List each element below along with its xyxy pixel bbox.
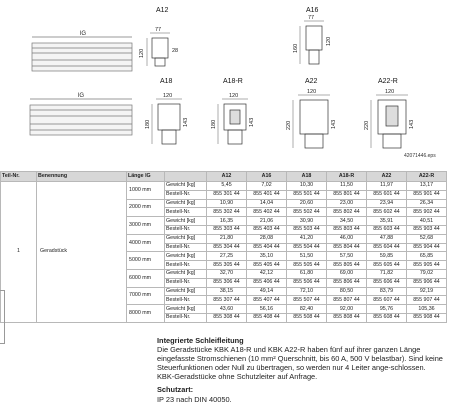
cell-order: 855 806 44 xyxy=(327,278,367,287)
cell-row-label: Bestell-Nr. xyxy=(165,278,207,287)
cell-order: 855 606 44 xyxy=(367,278,407,287)
cell-row-label: Gewicht [kg] xyxy=(165,252,207,261)
rail-length-label-a12: lG xyxy=(80,31,86,37)
cell-weight: 35,10 xyxy=(247,252,287,261)
cell-weight: 105,36 xyxy=(407,305,447,314)
cell-order: 855 802 44 xyxy=(327,208,367,217)
rail-side-view-a12 xyxy=(32,37,132,71)
cell-order: 855 603 44 xyxy=(367,225,407,234)
notes-protective-conductor-text: KBK-Geradstücke ohne Schutzleiter auf Anfrage. xyxy=(157,372,318,382)
cell-order: 855 408 44 xyxy=(247,313,287,322)
cell-row-label: Bestell-Nr. xyxy=(165,243,207,252)
cell-weight: 34,50 xyxy=(327,217,367,226)
cell-row-label: Gewicht [kg] xyxy=(165,234,207,243)
cell-weight: 30,90 xyxy=(287,217,327,226)
cell-weight: 46,00 xyxy=(327,234,367,243)
cell-order: 855 608 44 xyxy=(367,313,407,322)
cell-weight: 71,82 xyxy=(367,269,407,278)
dim-a18-width: 120 xyxy=(163,93,173,99)
cross-section-a18 xyxy=(152,99,182,144)
cell-weight: 57,50 xyxy=(327,252,367,261)
cell-weight: 79,02 xyxy=(407,269,447,278)
cell-weight: 40,51 xyxy=(407,217,447,226)
cell-weight: 56,16 xyxy=(247,305,287,314)
cell-weight: 23,94 xyxy=(367,199,407,208)
cell-order: 855 302 44 xyxy=(207,208,247,217)
cell-weight: 95,76 xyxy=(367,305,407,314)
cell-order: 855 906 44 xyxy=(407,278,447,287)
figure-label-a22: A22 xyxy=(305,78,318,85)
cell-weight: 52,68 xyxy=(407,234,447,243)
table-row xyxy=(1,182,447,191)
cell-weight: 16,35 xyxy=(207,217,247,226)
cell-weight: 11,50 xyxy=(327,182,367,191)
cell-order: 855 503 44 xyxy=(287,225,327,234)
cell-order: 855 404 44 xyxy=(247,243,287,252)
cell-row-label: Gewicht [kg] xyxy=(165,182,207,191)
header-a18: A18 xyxy=(287,172,327,182)
product-table xyxy=(0,171,447,323)
cell-length: 6000 mm xyxy=(127,269,165,287)
cell-weight: 69,00 xyxy=(327,269,367,278)
cross-section-a22 xyxy=(293,95,330,148)
cell-weight: 92,00 xyxy=(327,305,367,314)
notes-heading-protection: Schutzart: xyxy=(157,385,194,395)
cell-row-label: Bestell-Nr. xyxy=(165,190,207,199)
dim-a18-inner: 143 xyxy=(183,117,189,127)
side-frame-mark xyxy=(0,290,5,344)
cross-section-a22r xyxy=(371,95,408,148)
dim-a12-width: 77 xyxy=(155,27,162,33)
dim-a22-width: 120 xyxy=(307,89,317,95)
cell-weight: 32,70 xyxy=(207,269,247,278)
cell-weight: 7,02 xyxy=(247,182,287,191)
cell-weight: 83,79 xyxy=(367,287,407,296)
dim-a16-width: 77 xyxy=(308,15,315,21)
cell-order: 855 506 44 xyxy=(287,278,327,287)
figure-label-a16: A16 xyxy=(306,7,319,14)
cell-length: 7000 mm xyxy=(127,287,165,305)
cell-length: 3000 mm xyxy=(127,217,165,235)
cell-weight: 21,80 xyxy=(207,234,247,243)
cell-order: 855 402 44 xyxy=(247,208,287,217)
dim-a18-height: 180 xyxy=(145,119,151,129)
cell-order: 855 502 44 xyxy=(287,208,327,217)
cell-part-no: 1 xyxy=(1,182,37,323)
dim-a22-inner: 143 xyxy=(331,119,337,129)
cell-row-label: Gewicht [kg] xyxy=(165,269,207,278)
cell-order: 855 305 44 xyxy=(207,261,247,270)
cell-weight: 35,91 xyxy=(367,217,407,226)
cell-weight: 13,17 xyxy=(407,182,447,191)
cross-section-a12 xyxy=(147,33,170,66)
cell-order: 855 306 44 xyxy=(207,278,247,287)
cell-order: 855 508 44 xyxy=(287,313,327,322)
cell-row-label: Bestell-Nr. xyxy=(165,225,207,234)
table-header-row xyxy=(1,172,447,182)
header-part-no: Teil-Nr. xyxy=(1,172,37,182)
cell-order: 855 301 44 xyxy=(207,190,247,199)
cell-weight: 42,12 xyxy=(247,269,287,278)
cell-weight: 92,19 xyxy=(407,287,447,296)
header-length: Länge lG xyxy=(127,172,165,182)
cell-weight: 47,88 xyxy=(367,234,407,243)
cross-section-a18r xyxy=(218,99,248,144)
cell-order: 855 303 44 xyxy=(207,225,247,234)
cell-weight: 82,40 xyxy=(287,305,327,314)
cell-order: 855 604 44 xyxy=(367,243,407,252)
cell-order: 855 601 44 xyxy=(367,190,407,199)
notes-section xyxy=(157,336,449,404)
cell-order: 855 904 44 xyxy=(407,243,447,252)
cell-order: 855 602 44 xyxy=(367,208,407,217)
dim-a12-height: 120 xyxy=(139,48,145,58)
cell-name: Geradstück xyxy=(37,182,127,323)
cell-order: 855 803 44 xyxy=(327,225,367,234)
cell-order: 855 804 44 xyxy=(327,243,367,252)
header-a18r: A18-R xyxy=(327,172,367,182)
figure-label-a18r: A18-R xyxy=(223,78,243,85)
cell-weight: 80,50 xyxy=(327,287,367,296)
cell-weight: 59,85 xyxy=(367,252,407,261)
dim-a22r-inner: 143 xyxy=(409,119,415,129)
dim-a16-inner: 120 xyxy=(326,36,332,46)
cell-weight: 49,14 xyxy=(247,287,287,296)
cell-length: 4000 mm xyxy=(127,234,165,252)
cell-order: 855 901 44 xyxy=(407,190,447,199)
cell-row-label: Gewicht [kg] xyxy=(165,199,207,208)
cell-weight: 5,45 xyxy=(207,182,247,191)
cell-order: 855 407 44 xyxy=(247,296,287,305)
header-a22r: A22-R xyxy=(407,172,447,182)
header-name: Benennung xyxy=(37,172,127,182)
cell-weight: 10,90 xyxy=(207,199,247,208)
drawing-reference-code: 42071446.eps xyxy=(404,153,436,159)
cell-order: 855 807 44 xyxy=(327,296,367,305)
cell-weight: 51,50 xyxy=(287,252,327,261)
cell-order: 855 805 44 xyxy=(327,261,367,270)
cell-order: 855 903 44 xyxy=(407,225,447,234)
dim-a18r-height: 180 xyxy=(211,119,217,129)
cell-order: 855 505 44 xyxy=(287,261,327,270)
header-a16: A16 xyxy=(247,172,287,182)
cell-length: 2000 mm xyxy=(127,199,165,217)
cell-length: 1000 mm xyxy=(127,182,165,200)
notes-protection-text: IP 23 nach DIN 40050. xyxy=(157,394,232,404)
cell-length: 8000 mm xyxy=(127,305,165,323)
cell-weight: 20,60 xyxy=(287,199,327,208)
cell-order: 855 507 44 xyxy=(287,296,327,305)
cell-row-label: Bestell-Nr. xyxy=(165,208,207,217)
technical-drawings xyxy=(0,0,450,168)
cell-weight: 23,00 xyxy=(327,199,367,208)
cell-row-label: Bestell-Nr. xyxy=(165,296,207,305)
cell-order: 855 605 44 xyxy=(367,261,407,270)
cell-order: 855 907 44 xyxy=(407,296,447,305)
cell-weight: 10,30 xyxy=(287,182,327,191)
figure-label-a18: A18 xyxy=(160,78,173,85)
cell-row-label: Bestell-Nr. xyxy=(165,313,207,322)
cell-weight: 72,10 xyxy=(287,287,327,296)
cell-order: 855 607 44 xyxy=(367,296,407,305)
table-body xyxy=(1,182,447,323)
cell-order: 855 406 44 xyxy=(247,278,287,287)
rail-side-view-a18 xyxy=(30,99,132,135)
cell-weight: 14,04 xyxy=(247,199,287,208)
dim-a22r-height: 220 xyxy=(364,120,370,130)
cell-weight: 38,15 xyxy=(207,287,247,296)
cell-order: 855 808 44 xyxy=(327,313,367,322)
cell-order: 855 304 44 xyxy=(207,243,247,252)
cell-weight: 26,34 xyxy=(407,199,447,208)
dim-a18r-inner: 143 xyxy=(249,117,255,127)
header-row-type xyxy=(165,172,207,182)
dim-a22r-width: 120 xyxy=(385,89,395,95)
cell-row-label: Gewicht [kg] xyxy=(165,217,207,226)
cell-order: 855 801 44 xyxy=(327,190,367,199)
cell-order: 855 902 44 xyxy=(407,208,447,217)
cell-weight: 27,25 xyxy=(207,252,247,261)
cell-weight: 41,20 xyxy=(287,234,327,243)
dim-a12-slot: 28 xyxy=(172,48,179,54)
cell-order: 855 504 44 xyxy=(287,243,327,252)
cell-weight: 11,97 xyxy=(367,182,407,191)
figure-label-a12: A12 xyxy=(156,7,169,14)
cell-order: 855 501 44 xyxy=(287,190,327,199)
notes-conductor-text: Die Geradstücke KBK A18-R und KBK A22-R haben fünf auf ihrer ganzen Länge eingefasste Stromschienen (10 mm² Querschnitt, bis 60 A, 500 V belastbar). Sind keine Steuerfunktionen oder Null zu übertragen, so werden nur 4 Leiter ange-schlossen. xyxy=(157,345,443,373)
cell-weight: 43,60 xyxy=(207,305,247,314)
cell-weight: 65,85 xyxy=(407,252,447,261)
header-a22: A22 xyxy=(367,172,407,182)
cell-weight: 28,08 xyxy=(247,234,287,243)
cell-order: 855 405 44 xyxy=(247,261,287,270)
cell-row-label: Bestell-Nr. xyxy=(165,261,207,270)
cell-order: 855 908 44 xyxy=(407,313,447,322)
cell-order: 855 307 44 xyxy=(207,296,247,305)
cell-row-label: Gewicht [kg] xyxy=(165,287,207,296)
header-a12: A12 xyxy=(207,172,247,182)
cell-order: 855 308 44 xyxy=(207,313,247,322)
cell-order: 855 401 44 xyxy=(247,190,287,199)
cross-section-a16 xyxy=(300,21,324,64)
cell-length: 5000 mm xyxy=(127,252,165,270)
cell-order: 855 905 44 xyxy=(407,261,447,270)
rail-length-label-a18: lG xyxy=(78,93,84,99)
dim-a22-height: 220 xyxy=(286,120,292,130)
notes-heading-conductor: Integrierte Schleifleitung xyxy=(157,336,244,345)
dim-a16-height: 160 xyxy=(293,43,299,53)
cell-weight: 61,80 xyxy=(287,269,327,278)
cell-weight: 21,06 xyxy=(247,217,287,226)
cell-order: 855 403 44 xyxy=(247,225,287,234)
figure-label-a22r: A22-R xyxy=(378,78,398,85)
dim-a18r-width: 120 xyxy=(229,93,239,99)
cell-row-label: Gewicht [kg] xyxy=(165,305,207,314)
